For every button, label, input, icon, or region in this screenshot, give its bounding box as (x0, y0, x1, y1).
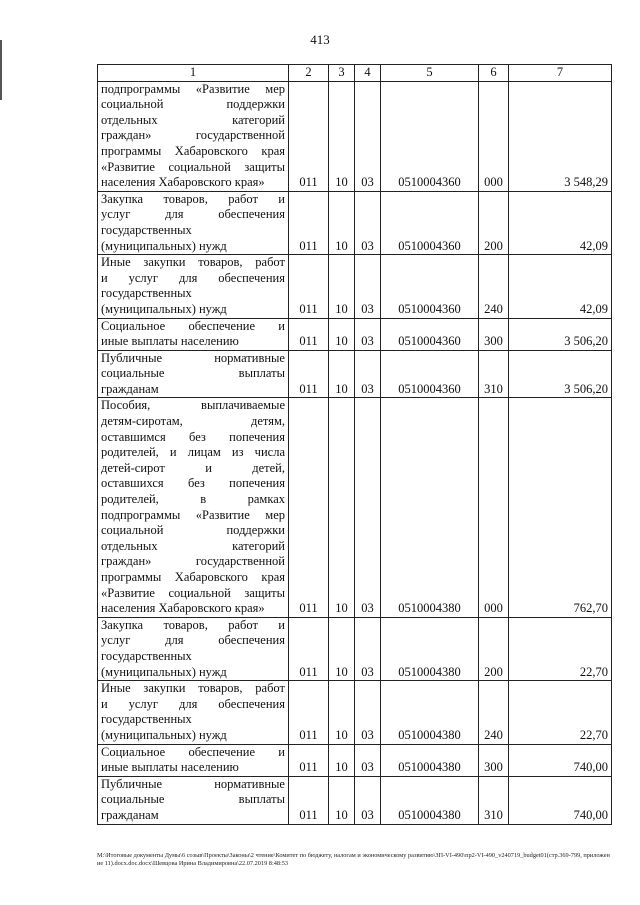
row-name-line: услуг для обеспечения (101, 207, 285, 222)
table-row (98, 318, 612, 350)
section-code-cell: 10 (329, 617, 355, 680)
row-name-line: населения Хабаровского края» (101, 175, 265, 190)
row-name-line: и услуг для обеспечения (101, 696, 285, 711)
table-row (98, 350, 612, 398)
amount-cell: 42,09 (509, 191, 612, 254)
subsection-code-cell: 03 (355, 776, 381, 824)
table-row (98, 398, 612, 617)
row-name-line: Иные закупки товаров, работ (101, 255, 285, 270)
section-code-cell: 10 (329, 744, 355, 776)
row-name-line: (муниципальных) нужд (101, 238, 227, 253)
table-row (98, 255, 612, 318)
row-name-cell (98, 191, 289, 254)
section-code-cell: 10 (329, 776, 355, 824)
amount-cell: 3 506,20 (509, 318, 612, 350)
subsection-code-cell: 03 (355, 617, 381, 680)
row-name-line: и услуг для обеспечения (101, 270, 285, 285)
row-name-line: социальные выплаты (101, 366, 285, 381)
row-name-line: граждан» государственной (101, 128, 285, 143)
row-name-cell (98, 617, 289, 680)
table-row (98, 681, 612, 744)
row-name-line: (муниципальных) нужд (101, 727, 227, 742)
row-name-line: оставшимся без попечения (101, 429, 285, 444)
subsection-code-cell: 03 (355, 398, 381, 617)
row-name-cell (98, 776, 289, 824)
ministry-code-cell: 011 (289, 318, 329, 350)
row-name-line: населения Хабаровского края» (101, 601, 265, 616)
amount-cell: 3 548,29 (509, 81, 612, 191)
ministry-code-cell: 011 (289, 681, 329, 744)
row-name-line: иные выплаты населению (101, 760, 239, 775)
table-row (98, 191, 612, 254)
subsection-code-cell: 03 (355, 744, 381, 776)
row-name-line: Публичные нормативные (101, 350, 285, 365)
row-name-cell (98, 255, 289, 318)
row-name-line: Публичные нормативные (101, 776, 285, 791)
file-path-footer: M:\Итоговые документы Думы\6 созыв\Проекты\Законы\2 чтение\Комитет по бюджету, налогам и экономическому развитию\ЗП-VI-490\пр2-VI-490_v240719_budget01(стр.369-799, приложение 11).docx.doc.docx\Шевцова Ирина Владимировна\22.07.2019 8:48:53 (97, 852, 610, 867)
row-name-cell (98, 81, 289, 191)
expense-type-cell: 310 (479, 350, 509, 398)
table-row (98, 81, 612, 191)
expense-type-cell: 300 (479, 744, 509, 776)
amount-cell: 740,00 (509, 744, 612, 776)
section-code-cell: 10 (329, 398, 355, 617)
target-article-cell: 0510004360 (381, 191, 479, 254)
row-name-line: социальной поддержки (101, 97, 285, 112)
target-article-cell: 0510004380 (381, 398, 479, 617)
row-name-line: граждан» государственной (101, 554, 285, 569)
row-name-cell (98, 398, 289, 617)
row-name-line: родителей, в рамках (101, 492, 285, 507)
row-name-line: отдельных категорий (101, 538, 285, 553)
row-name-line: детям-сиротам, детям, (101, 414, 285, 429)
target-article-cell: 0510004360 (381, 350, 479, 398)
row-name-cell (98, 318, 289, 350)
header-cell-4: 4 (355, 65, 381, 82)
row-name-line: социальные выплаты (101, 792, 285, 807)
subsection-code-cell: 03 (355, 81, 381, 191)
ministry-code-cell: 011 (289, 255, 329, 318)
amount-cell: 3 506,20 (509, 350, 612, 398)
row-name-line: государственных (101, 648, 192, 663)
row-name-line: Социальное обеспечение и (101, 318, 285, 333)
target-article-cell: 0510004380 (381, 744, 479, 776)
row-name-line: программы Хабаровского края (101, 143, 285, 158)
section-code-cell: 10 (329, 350, 355, 398)
expense-type-cell: 240 (479, 255, 509, 318)
table-row (98, 617, 612, 680)
subsection-code-cell: 03 (355, 681, 381, 744)
row-name-line: Пособия, выплачиваемые (101, 398, 285, 413)
amount-cell: 762,70 (509, 398, 612, 617)
row-name-line: государственных (101, 286, 192, 301)
budget-table (97, 64, 612, 825)
amount-cell: 42,09 (509, 255, 612, 318)
section-code-cell: 10 (329, 255, 355, 318)
amount-cell: 22,70 (509, 617, 612, 680)
row-name-line: (муниципальных) нужд (101, 664, 227, 679)
row-name-line: подпрограммы «Развитие мер (101, 81, 285, 96)
header-cell-2: 2 (289, 65, 329, 82)
amount-cell: 22,70 (509, 681, 612, 744)
ministry-code-cell: 011 (289, 350, 329, 398)
ministry-code-cell: 011 (289, 81, 329, 191)
target-article-cell: 0510004380 (381, 776, 479, 824)
subsection-code-cell: 03 (355, 255, 381, 318)
row-name-line: программы Хабаровского края (101, 570, 285, 584)
section-code-cell: 10 (329, 318, 355, 350)
ministry-code-cell: 011 (289, 191, 329, 254)
section-code-cell: 10 (329, 681, 355, 744)
page-number: 413 (310, 32, 330, 47)
row-name-line: социальной поддержки (101, 523, 285, 538)
target-article-cell: 0510004380 (381, 617, 479, 680)
table-header-row (98, 65, 612, 82)
expense-type-cell: 200 (479, 617, 509, 680)
row-name-line: Социальное обеспечение и (101, 744, 285, 759)
section-code-cell: 10 (329, 81, 355, 191)
header-cell-5: 5 (381, 65, 479, 82)
row-name-line: детей-сирот и детей, (101, 460, 285, 475)
target-article-cell: 0510004360 (381, 318, 479, 350)
expense-type-cell: 300 (479, 318, 509, 350)
ministry-code-cell: 011 (289, 744, 329, 776)
expense-type-cell: 240 (479, 681, 509, 744)
ministry-code-cell: 011 (289, 617, 329, 680)
expense-type-cell: 200 (479, 191, 509, 254)
binding-mark (0, 40, 2, 100)
expense-type-cell: 000 (479, 398, 509, 617)
target-article-cell: 0510004360 (381, 255, 479, 318)
target-article-cell: 0510004360 (381, 81, 479, 191)
row-name-cell (98, 681, 289, 744)
row-name-line: государственных (101, 712, 192, 727)
row-name-line: отдельных категорий (101, 112, 285, 127)
row-name-cell (98, 350, 289, 398)
ministry-code-cell: 011 (289, 398, 329, 617)
row-name-line: «Развитие социальной защиты (101, 159, 285, 174)
subsection-code-cell: 03 (355, 350, 381, 398)
expense-type-cell: 000 (479, 81, 509, 191)
row-name-cell (98, 744, 289, 776)
row-name-line: «Развитие социальной защиты (101, 585, 285, 600)
row-name-line: услуг для обеспечения (101, 633, 285, 648)
expense-type-cell: 310 (479, 776, 509, 824)
table-row (98, 744, 612, 776)
section-code-cell: 10 (329, 191, 355, 254)
row-name-line: гражданам (101, 807, 159, 822)
row-name-line: подпрограммы «Развитие мер (101, 507, 285, 522)
header-cell-3: 3 (329, 65, 355, 82)
row-name-line: Закупка товаров, работ и (101, 191, 285, 206)
row-name-line: Закупка товаров, работ и (101, 617, 285, 632)
row-name-line: Иные закупки товаров, работ (101, 681, 285, 696)
subsection-code-cell: 03 (355, 191, 381, 254)
ministry-code-cell: 011 (289, 776, 329, 824)
row-name-line: иные выплаты населению (101, 334, 239, 349)
table-body (98, 65, 612, 825)
row-name-line: родителей, и лицам из числа (101, 445, 285, 460)
target-article-cell: 0510004380 (381, 681, 479, 744)
row-name-line: государственных (101, 222, 192, 237)
row-name-line: (муниципальных) нужд (101, 301, 227, 316)
header-cell-1: 1 (98, 65, 289, 82)
header-cell-7: 7 (509, 65, 612, 82)
header-cell-6: 6 (479, 65, 509, 82)
row-name-line: гражданам (101, 381, 159, 396)
amount-cell: 740,00 (509, 776, 612, 824)
row-name-line: оставшихся без попечения (101, 476, 285, 491)
subsection-code-cell: 03 (355, 318, 381, 350)
table-row (98, 776, 612, 824)
